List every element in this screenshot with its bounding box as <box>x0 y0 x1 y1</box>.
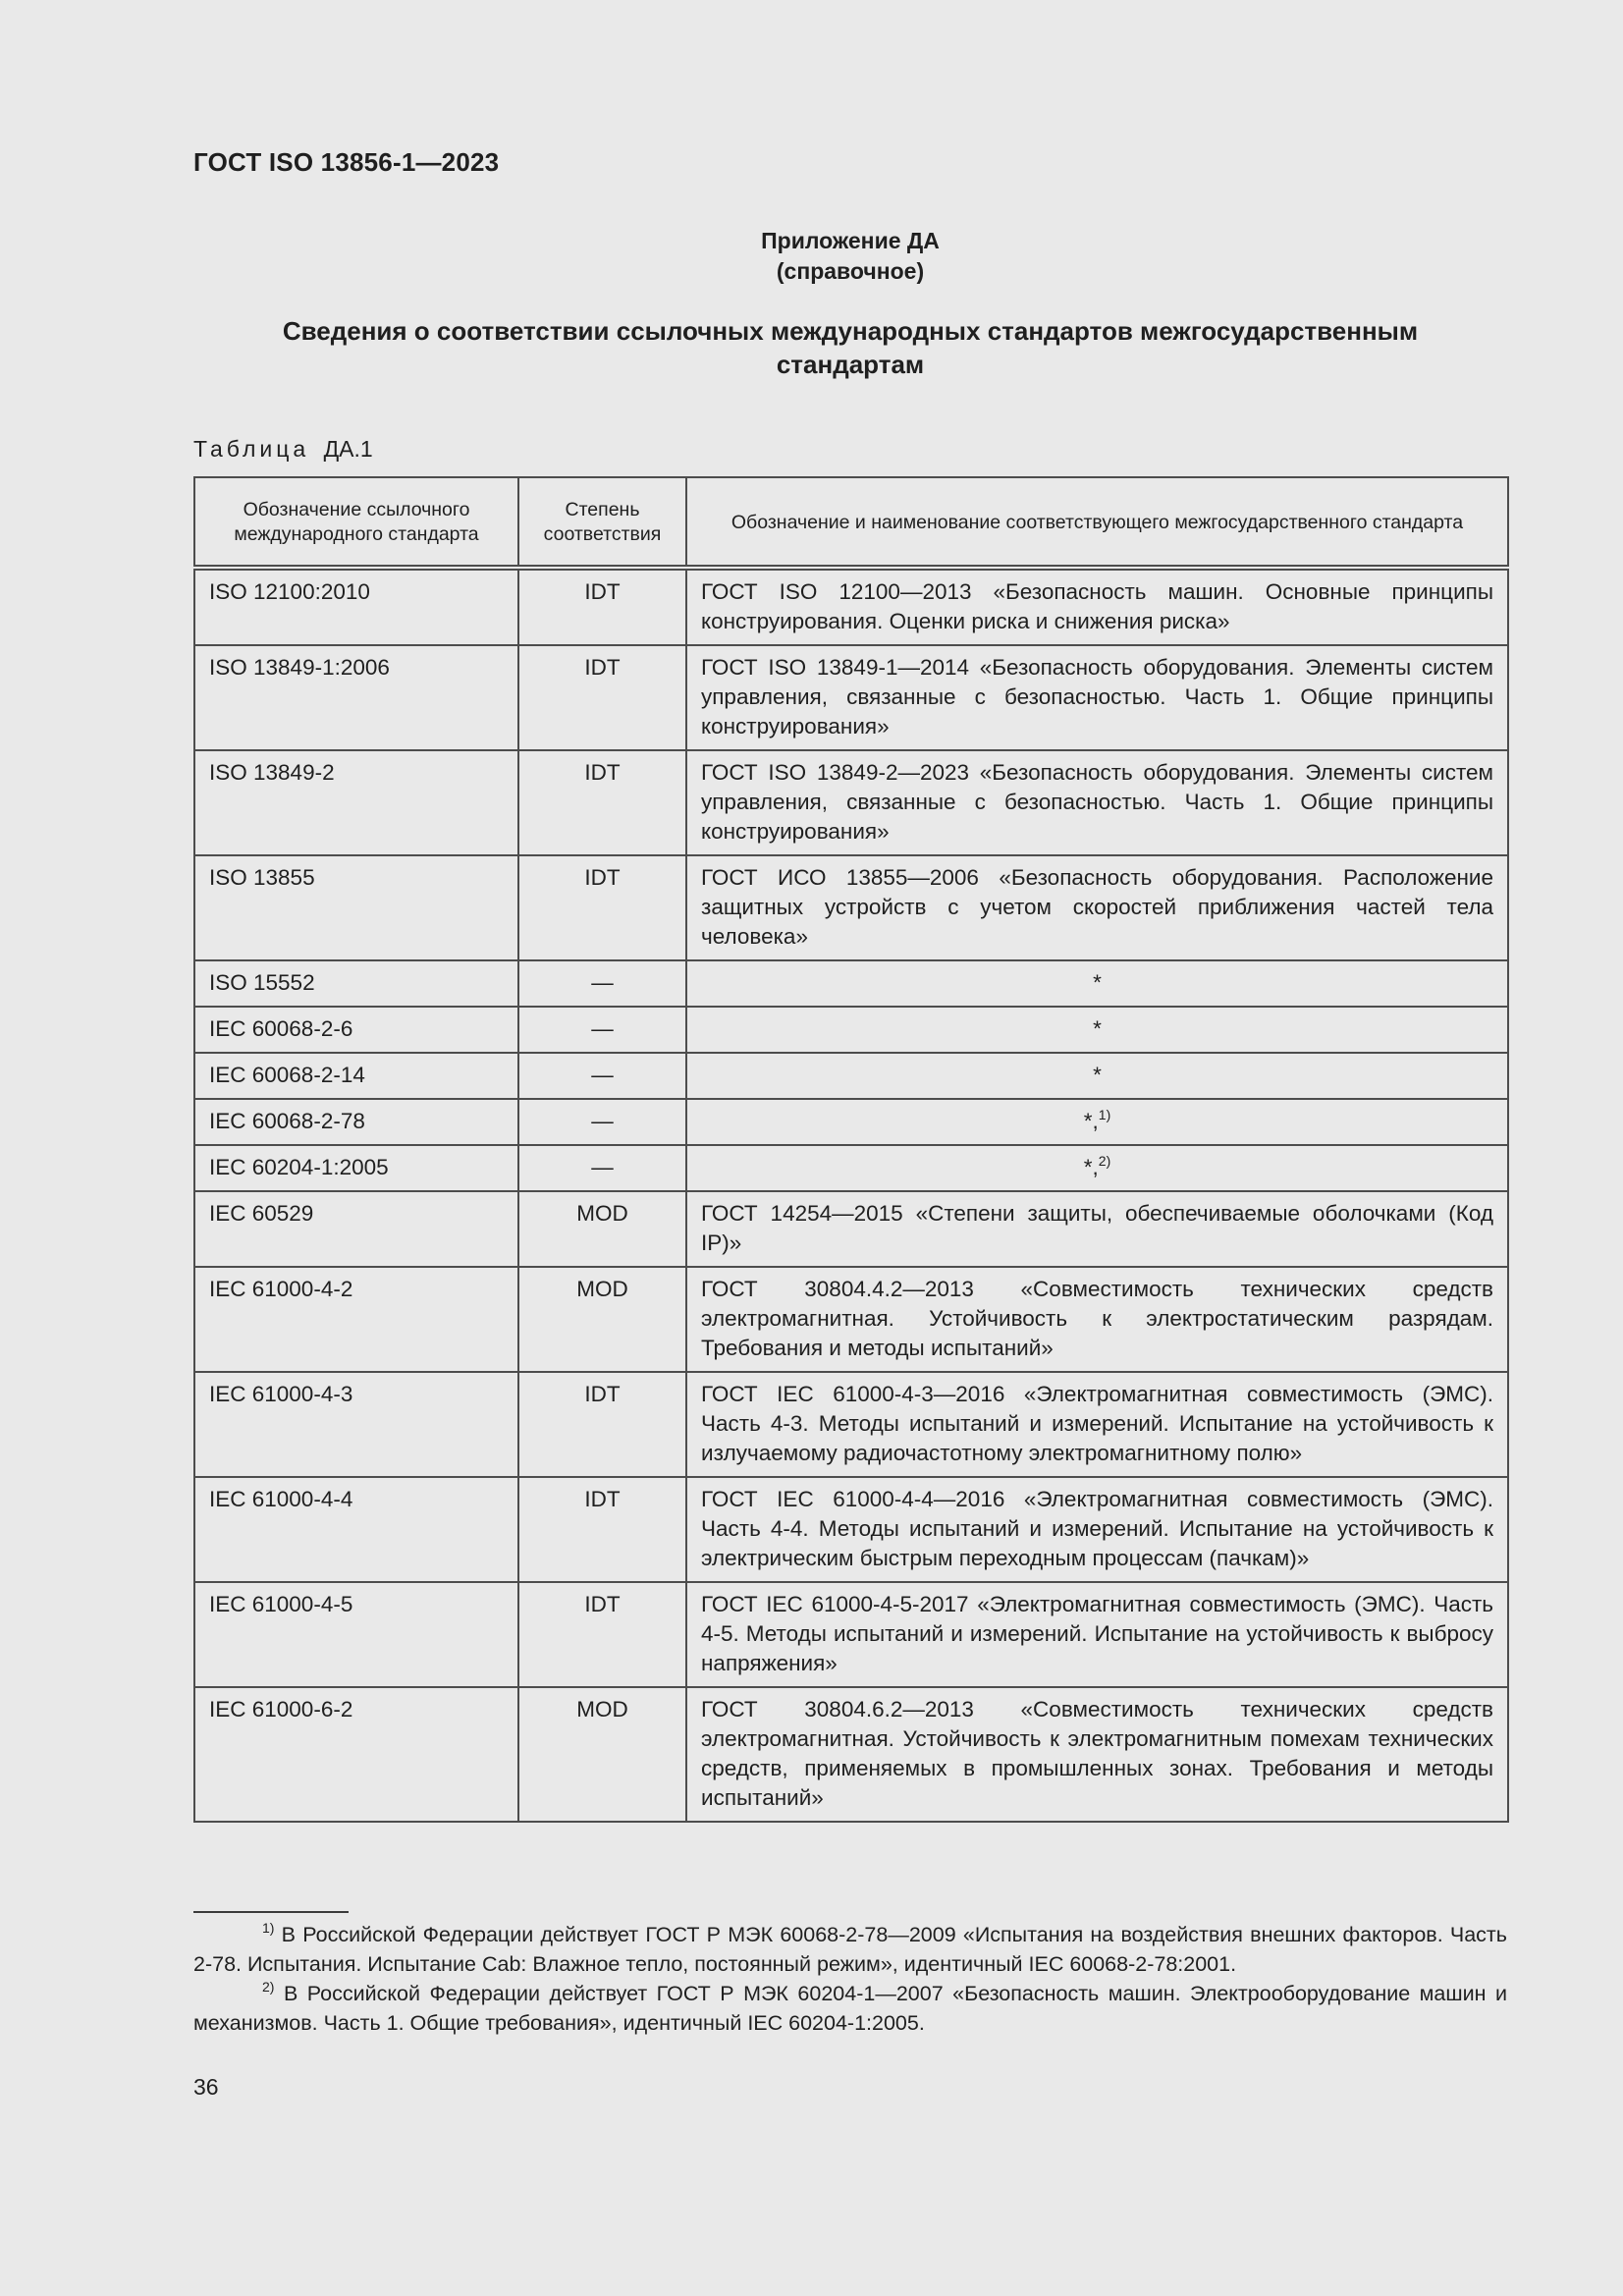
cell-standard: IEC 61000-4-5 <box>194 1582 518 1687</box>
table-row <box>194 1007 1508 1053</box>
cell-degree: MOD <box>518 1687 686 1822</box>
cell-degree: IDT <box>518 855 686 960</box>
table-header-row <box>194 477 1508 568</box>
header-reference-standard: Обозначение ссылочного международного стандарта <box>194 477 518 568</box>
header-degree: Степень соответствия <box>518 477 686 568</box>
footnote-1 <box>193 1920 1507 1979</box>
cell-degree: IDT <box>518 1372 686 1477</box>
header-interstate-standard: Обозначение и наименование соответствующего межгосударственного стандарта <box>686 477 1508 568</box>
cell-standard: IEC 61000-4-3 <box>194 1372 518 1477</box>
cell-standard: IEC 61000-6-2 <box>194 1687 518 1822</box>
cell-description: * <box>686 960 1508 1007</box>
cell-standard: IEC 60529 <box>194 1191 518 1267</box>
cell-degree: IDT <box>518 1582 686 1687</box>
footnote-text: В Российской Федерации действует ГОСТ Р МЭК 60204-1—2007 «Безопасность машин. Электрооборудование машин и механизмов. Часть 1. Общие требования», идентичный IEC 60204-1:2005. <box>193 1982 1507 2035</box>
cell-degree: — <box>518 1099 686 1145</box>
table-row <box>194 750 1508 855</box>
table-row <box>194 645 1508 750</box>
cell-degree: IDT <box>518 568 686 645</box>
footnote-mark: 2) <box>262 1979 275 1995</box>
cell-standard: ISO 13855 <box>194 855 518 960</box>
cell-degree: — <box>518 1053 686 1099</box>
footnote-2 <box>193 1979 1507 2038</box>
cell-standard: IEC 60068-2-14 <box>194 1053 518 1099</box>
table-caption <box>193 436 373 463</box>
cell-standard: ISO 15552 <box>194 960 518 1007</box>
cell-degree: IDT <box>518 645 686 750</box>
cell-description: ГОСТ ИСО 13855—2006 «Безопасность оборудования. Расположение защитных устройств с учетом скоростей приближения частей тела человека» <box>686 855 1508 960</box>
table-row <box>194 855 1508 960</box>
cell-description: * <box>686 1007 1508 1053</box>
cell-description: ГОСТ ISO 13849-1—2014 «Безопасность оборудования. Элементы систем управления, связанные с безопасностью. Часть 1. Общие принципы конструирования» <box>686 645 1508 750</box>
cell-description <box>686 1099 1508 1145</box>
cell-description: ГОСТ 30804.6.2—2013 «Совместимость технических средств электромагнитная. Устойчивость к электромагнитным помехам технических средств, применяемых в промышленных зонах. Требования и методы испытаний» <box>686 1687 1508 1822</box>
table-row <box>194 1687 1508 1822</box>
annex-heading <box>193 226 1507 287</box>
cell-description: ГОСТ IEC 61000-4-3—2016 «Электромагнитная совместимость (ЭМС). Часть 4-3. Методы испытаний и измерений. Испытание на устойчивость к излучаемому радиочастотному электромагнитному полю» <box>686 1372 1508 1477</box>
table-caption-number: ДА.1 <box>323 436 373 462</box>
star-mark: *, <box>1083 1109 1099 1133</box>
footnote-mark: 1) <box>262 1920 275 1936</box>
standards-table <box>193 476 1509 1823</box>
cell-standard: ISO 13849-1:2006 <box>194 645 518 750</box>
document-header: ГОСТ ISO 13856-1—2023 <box>193 147 500 177</box>
footnote-text: В Российской Федерации действует ГОСТ Р МЭК 60068-2-78—2009 «Испытания на воздействия внешних факторов. Часть 2-78. Испытания. Испытание Cab: Влажное тепло, постоянный режим», идентичный IEC 60068-2-78:2001. <box>193 1923 1507 1976</box>
cell-description: * <box>686 1053 1508 1099</box>
cell-standard: IEC 60068-2-6 <box>194 1007 518 1053</box>
cell-description: ГОСТ IEC 61000-4-5-2017 «Электромагнитная совместимость (ЭМС). Часть 4-5. Методы испытаний и измерений. Испытание на устойчивость к выбросу напряжения» <box>686 1582 1508 1687</box>
cell-description: ГОСТ IEC 61000-4-4—2016 «Электромагнитная совместимость (ЭМС). Часть 4-4. Методы испытаний и измерений. Испытание на устойчивость к электрическим быстрым переходным процессам (пачкам)» <box>686 1477 1508 1582</box>
cell-standard: ISO 13849-2 <box>194 750 518 855</box>
cell-standard: IEC 60204-1:2005 <box>194 1145 518 1191</box>
footnote-divider <box>193 1911 349 1913</box>
page-number: 36 <box>193 2074 219 2100</box>
cell-degree: IDT <box>518 750 686 855</box>
cell-degree: MOD <box>518 1191 686 1267</box>
cell-standard: IEC 61000-4-4 <box>194 1477 518 1582</box>
cell-description: ГОСТ ISO 13849-2—2023 «Безопасность оборудования. Элементы систем управления, связанные с безопасностью. Часть 1. Общие принципы конструирования» <box>686 750 1508 855</box>
cell-degree: — <box>518 1145 686 1191</box>
footnotes <box>193 1920 1507 2038</box>
table-row <box>194 568 1508 645</box>
cell-description: ГОСТ 14254—2015 «Степени защиты, обеспечиваемые оболочками (Код IP)» <box>686 1191 1508 1267</box>
cell-description: ГОСТ 30804.4.2—2013 «Совместимость технических средств электромагнитная. Устойчивость к электростатическим разрядам. Требования и методы испытаний» <box>686 1267 1508 1372</box>
table-row <box>194 1145 1508 1191</box>
table-row <box>194 1477 1508 1582</box>
table-row <box>194 1099 1508 1145</box>
table-caption-word: Таблица <box>193 436 310 462</box>
cell-standard: IEC 61000-4-2 <box>194 1267 518 1372</box>
cell-degree: MOD <box>518 1267 686 1372</box>
table-row <box>194 1582 1508 1687</box>
table-row <box>194 1267 1508 1372</box>
cell-degree: — <box>518 1007 686 1053</box>
cell-standard: ISO 12100:2010 <box>194 568 518 645</box>
star-mark: *, <box>1083 1155 1099 1179</box>
cell-description <box>686 1145 1508 1191</box>
table-row <box>194 1191 1508 1267</box>
annex-type: (справочное) <box>776 258 925 284</box>
footnote-ref: 1) <box>1098 1107 1111 1122</box>
cell-degree: — <box>518 960 686 1007</box>
cell-description: ГОСТ ISO 12100—2013 «Безопасность машин. Основные принципы конструирования. Оценки риска и снижения риска» <box>686 568 1508 645</box>
table-row <box>194 960 1508 1007</box>
table-row <box>194 1372 1508 1477</box>
cell-standard: IEC 60068-2-78 <box>194 1099 518 1145</box>
footnote-ref: 2) <box>1098 1153 1111 1169</box>
annex-title: Сведения о соответствии ссылочных международных стандартов межгосударственным стандартам <box>282 316 1419 379</box>
table-row <box>194 1053 1508 1099</box>
cell-degree: IDT <box>518 1477 686 1582</box>
annex-label: Приложение ДА <box>761 228 940 253</box>
